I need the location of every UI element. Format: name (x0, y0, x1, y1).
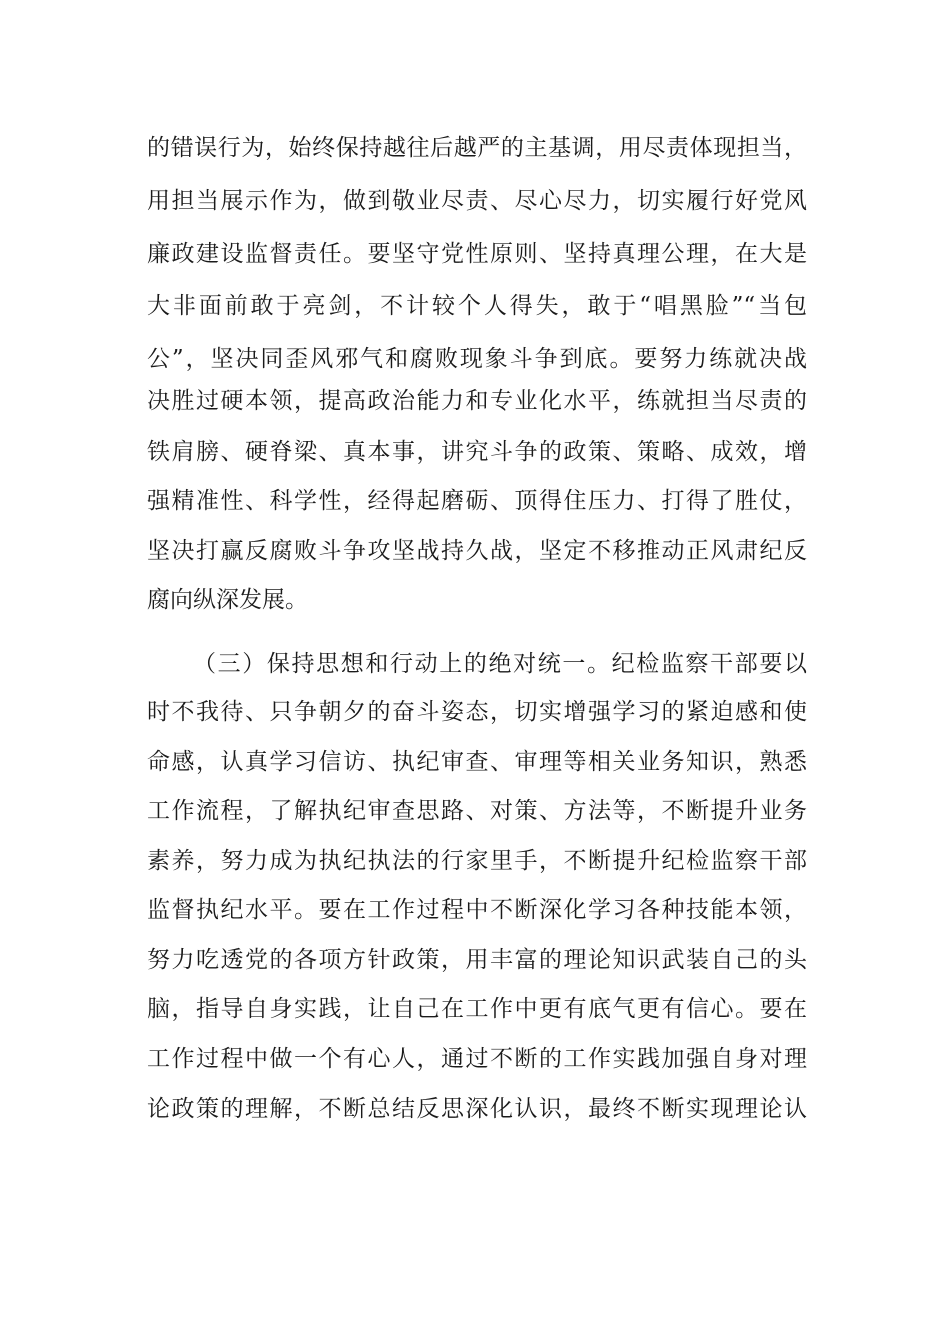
paragraph-1-line-5: 公”，坚决同歪风邪气和腐败现象斗争到底。要努力练就决战 (147, 346, 807, 372)
paragraph-2-line-9: 工作过程中做一个有心人，通过不断的工作实践加强自身对理 (147, 1046, 807, 1072)
paragraph-1-line-4: 大非面前敢于亮剑，不计较个人得失，敢于“唱黑脸”“当包 (147, 293, 807, 319)
paragraph-1-line-9: 坚决打赢反腐败斗争攻坚战持久战，坚定不移推动正风肃纪反 (147, 538, 807, 564)
paragraph-2-line-5: 素养，努力成为执纪执法的行家里手，不断提升纪检监察干部 (147, 848, 807, 874)
paragraph-2-line-6: 监督执纪水平。要在工作过程中不断深化学习各种技能本领， (147, 897, 807, 923)
paragraph-2-line-7: 努力吃透党的各项方针政策，用丰富的理论知识武装自己的头 (147, 947, 807, 973)
paragraph-2-line-4: 工作流程，了解执纪审查思路、对策、方法等，不断提升业务 (147, 798, 807, 824)
paragraph-2-line-3: 命感，认真学习信访、执纪审查、审理等相关业务知识，熟悉 (147, 749, 807, 775)
paragraph-1-line-2: 用担当展示作为，做到敬业尽责、尽心尽力，切实履行好党风 (147, 188, 807, 214)
paragraph-1-line-7: 铁肩膀、硬脊梁、真本事，讲究斗争的政策、策略、成效，增 (147, 439, 807, 465)
paragraph-1-line-10: 腐向纵深发展。 (147, 587, 308, 613)
paragraph-1-line-8: 强精准性、科学性，经得起磨砺、顶得住压力、打得了胜仗， (147, 488, 807, 514)
paragraph-1-line-1: 的错误行为，始终保持越往后越严的主基调，用尽责体现担当， (147, 135, 807, 161)
paragraph-1-line-6: 决胜过硬本领，提高政治能力和专业化水平，练就担当尽责的 (147, 388, 807, 414)
paragraph-2-line-1: （三）保持思想和行动上的绝对统一。纪检监察干部要以 (193, 651, 807, 677)
paragraph-2-line-8: 脑，指导自身实践，让自己在工作中更有底气更有信心。要在 (147, 996, 807, 1022)
paragraph-1-line-3: 廉政建设监督责任。要坚守党性原则、坚持真理公理，在大是 (147, 241, 807, 267)
paragraph-2-line-10: 论政策的理解，不断总结反思深化认识，最终不断实现理论认 (147, 1096, 807, 1122)
paragraph-2-line-2: 时不我待、只争朝夕的奋斗姿态，切实增强学习的紧迫感和使 (147, 699, 807, 725)
